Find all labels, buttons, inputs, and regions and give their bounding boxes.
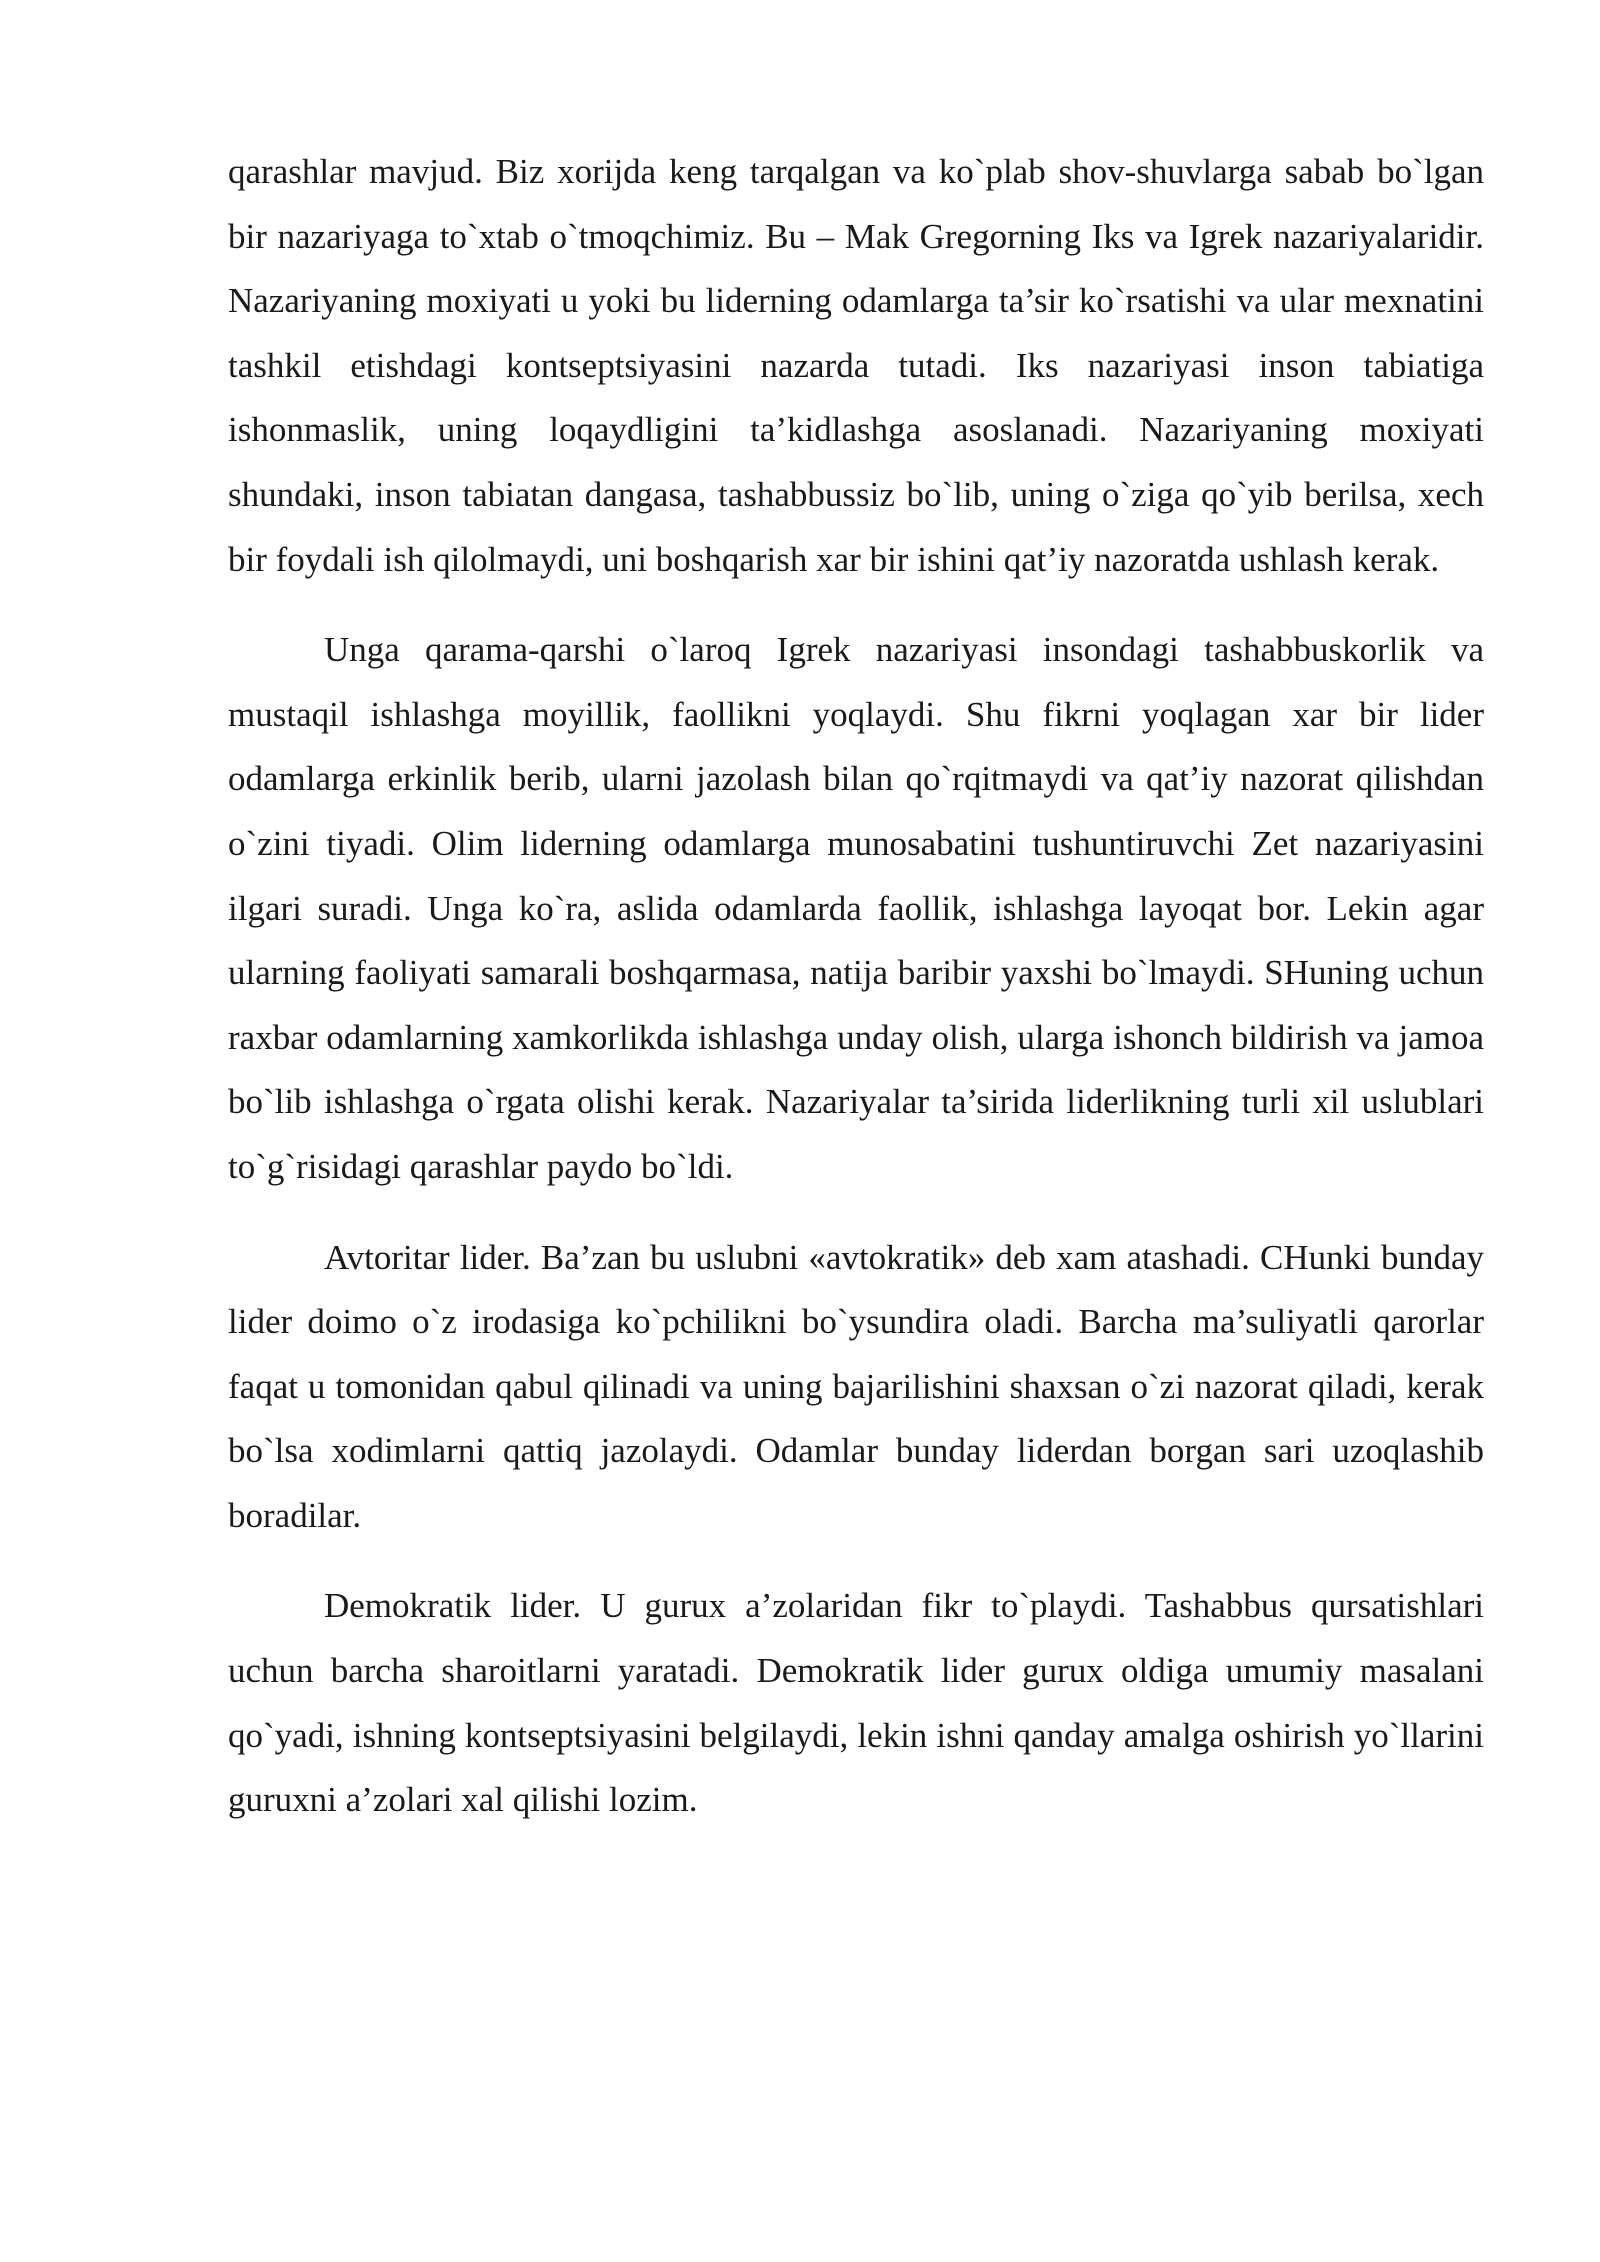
document-page	[228, 140, 1484, 1859]
paragraph-3: Avtoritar lider. Ba’zan bu uslubni «avtokratik» deb xam atashadi. CHunki bunday lider doimo o`z irodasiga ko`pchilikni bo`ysundira oladi. Barcha ma’suliyatli qarorlar faqat u tomonidan qabul qilinadi va uning bajarilishini shaxsan o`zi nazorat qiladi, kerak bo`lsa xodimlarni qattiq jazolaydi. Odamlar bunday liderdan borgan sari uzoqlashib boradilar.	[228, 1237, 1484, 1535]
paragraph-1: qarashlar mavjud. Biz xorijda keng tarqalgan va ko`plab shov-shuvlarga sabab bo`lgan bir nazariyaga to`xtab o`tmoqchimiz. Bu – Mak Gregorning Iks va Igrek nazariyalaridir. Nazariyaning moxiyati u yoki bu liderning odamlarga ta’sir ko`rsatishi va ular mexnatini tashkil etishdagi kontseptsiyasini nazarda tutadi. Iks nazariyasi inson tabiatiga ishonmaslik, uning loqaydligini ta’kidlashga asoslanadi. Nazariyaning moxiyati shundaki, inson tabiatan dangasa, tashabbussiz bo`lib, uning o`ziga qo`yib berilsa, xech bir foydali ish qilolmaydi, uni boshqarish xar bir ishini qat’iy nazoratda ushlash kerak.	[228, 152, 1484, 579]
paragraph-4: Demokratik lider. U gurux a’zolaridan fikr to`playdi. Tashabbus qursatishlari uchun barcha sharoitlarni yaratadi. Demokratik lider gurux oldiga umumiy masalani qo`yadi, ishning kontseptsiyasini belgilaydi, lekin ishni qanday amalga oshirish yo`llarini guruxni a’zolari xal qilishi lozim.	[228, 1586, 1484, 1820]
paragraph-2: Unga qarama-qarshi o`laroq Igrek nazariyasi insondagi tashabbuskorlik va mustaqil ishlashga moyillik, faollikni yoqlaydi. Shu fikrni yoqlagan xar bir lider odamlarga erkinlik berib, ularni jazolash bilan qo`rqitmaydi va qat’iy nazorat qilishdan o`zini tiyadi. Olim liderning odamlarga munosabatini tushuntiruvchi Zet nazariyasini ilgari suradi. Unga ko`ra, aslida odamlarda faollik, ishlashga layoqat bor. Lekin agar ularning faoliyati samarali boshqarmasa, natija baribir yaxshi bo`lmaydi. SHuning uchun raxbar odamlarning xamkorlikda ishlashga unday olish, ularga ishonch bildirish va jamoa bo`lib ishlashga o`rgata olishi kerak. Nazariyalar ta’sirida liderlikning turli xil uslublari to`g`risidagi qarashlar paydo bo`ldi.	[228, 630, 1484, 1186]
